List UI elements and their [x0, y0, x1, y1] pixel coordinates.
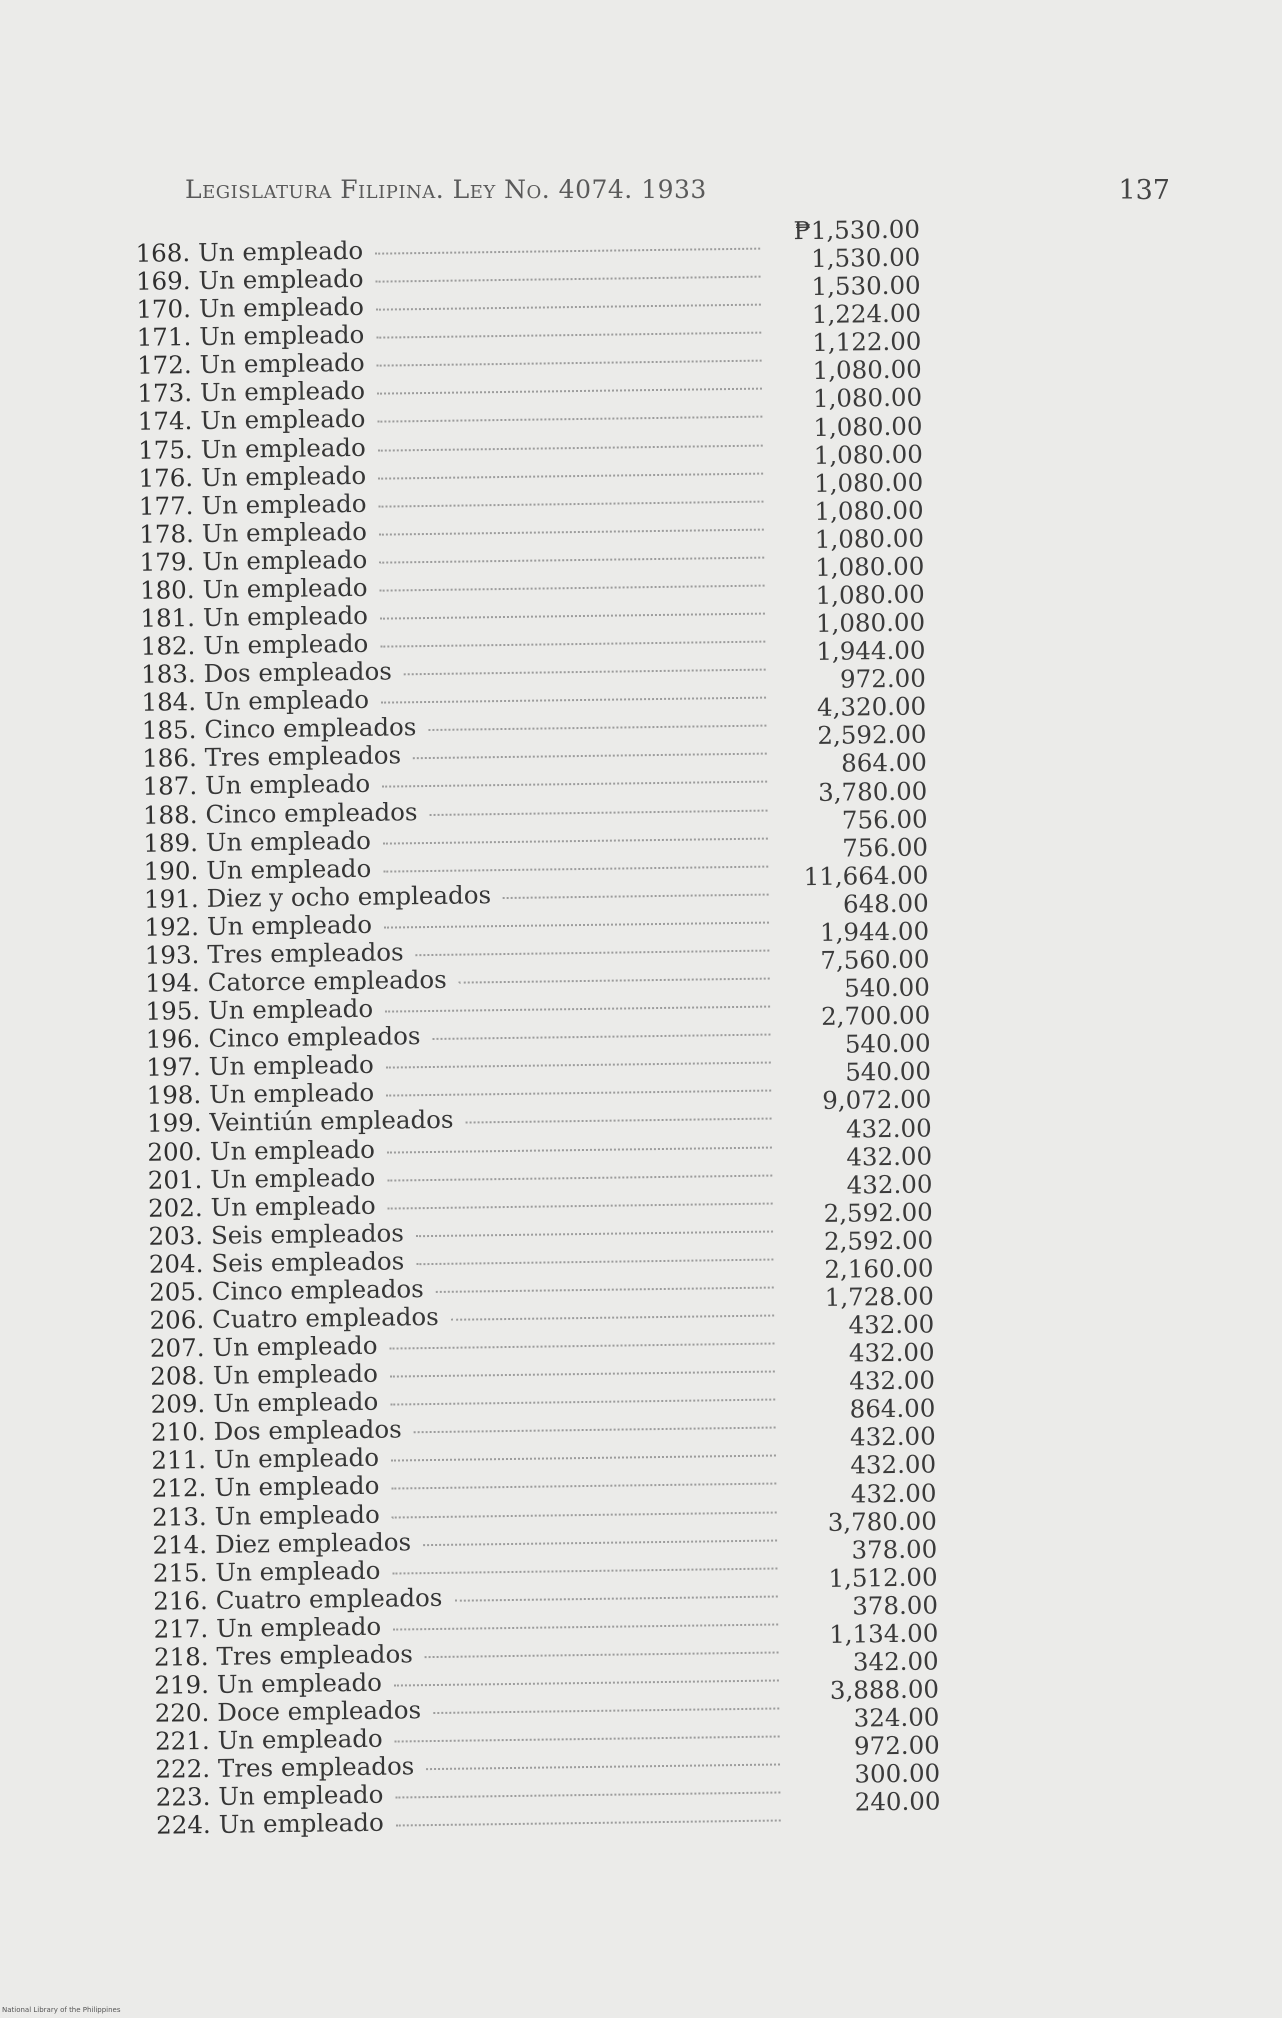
- item-amount: 2,592.00: [823, 1197, 933, 1228]
- item-number: 219.: [154, 1669, 210, 1700]
- item-description: Un empleado: [202, 600, 369, 632]
- page-number: 137: [1118, 175, 1170, 206]
- item-amount: 2,700.00: [820, 1000, 931, 1032]
- item-number: 177.: [138, 490, 194, 521]
- dot-leader: [385, 1006, 770, 1013]
- item-amount: 864.00: [840, 747, 928, 779]
- item-description: Un empleado: [212, 1330, 378, 1362]
- item-description: Cinco empleados: [205, 796, 418, 829]
- item-description: Doce empleados: [217, 1695, 422, 1727]
- item-number: 209.: [150, 1389, 206, 1419]
- item-number: 181.: [140, 603, 196, 633]
- item-number: 198.: [146, 1080, 202, 1111]
- item-description: Un empleado: [201, 516, 368, 548]
- item-description: Un empleado: [198, 263, 364, 296]
- dot-leader: [455, 1595, 778, 1601]
- item-number: 182.: [140, 631, 196, 661]
- dot-leader: [390, 1343, 775, 1350]
- dot-leader: [416, 1258, 773, 1265]
- dot-leader: [388, 1202, 773, 1209]
- item-amount: 432.00: [850, 1477, 937, 1509]
- dot-leader: [394, 1679, 779, 1686]
- item-amount: 540.00: [843, 972, 931, 1003]
- dot-leader: [433, 1708, 779, 1715]
- item-description: Un empleado: [200, 404, 366, 436]
- item-description: Veintiún empleados: [209, 1105, 454, 1138]
- dot-leader: [375, 248, 760, 255]
- dot-leader: [425, 1651, 779, 1658]
- item-description: Cinco empleados: [208, 1021, 421, 1054]
- item-number: 180.: [139, 574, 195, 605]
- dot-leader: [383, 837, 768, 844]
- item-description: Un empleado: [207, 993, 374, 1026]
- dot-leader: [413, 753, 767, 760]
- item-description: Seis empleados: [210, 1218, 405, 1250]
- item-description: Un empleado: [216, 1667, 383, 1699]
- item-description: Dos empleados: [213, 1414, 402, 1447]
- item-number: 206.: [149, 1304, 205, 1335]
- item-amount: 648.00: [842, 888, 929, 919]
- item-number: 212.: [151, 1473, 207, 1504]
- dot-leader: [376, 304, 761, 311]
- item-amount: 1,080.00: [813, 411, 923, 442]
- dot-leader: [426, 1764, 780, 1771]
- item-number: 173.: [137, 378, 193, 409]
- item-amount: 432.00: [848, 1309, 935, 1340]
- dot-leader: [428, 725, 766, 731]
- dot-leader: [379, 528, 764, 535]
- page-header: [185, 175, 1170, 215]
- dot-leader: [414, 1427, 776, 1434]
- dot-leader: [451, 1314, 774, 1320]
- dot-leader: [395, 1792, 780, 1799]
- item-description: Un empleado: [197, 235, 364, 267]
- dot-leader: [416, 1230, 773, 1237]
- item-amount: 2,592.00: [823, 1225, 934, 1256]
- item-amount: 4,320.00: [816, 691, 927, 723]
- item-number: 197.: [146, 1052, 202, 1082]
- item-amount: 1,134.00: [829, 1618, 939, 1649]
- item-description: Un empleado: [201, 488, 367, 520]
- item-number: 208.: [150, 1361, 206, 1391]
- item-number: 200.: [147, 1136, 203, 1167]
- item-number: 202.: [147, 1192, 203, 1223]
- item-number: 185.: [141, 715, 197, 746]
- item-amount: 1,944.00: [816, 635, 926, 667]
- item-number: 196.: [145, 1024, 201, 1054]
- dot-leader: [386, 1090, 771, 1097]
- dot-leader: [386, 1062, 771, 1069]
- item-description: Cuatro empleados: [215, 1582, 443, 1615]
- item-number: 188.: [142, 799, 198, 830]
- item-amount: 432.00: [849, 1365, 936, 1396]
- dot-leader: [377, 416, 762, 423]
- dot-leader: [381, 697, 766, 704]
- item-description: Un empleado: [214, 1471, 380, 1503]
- item-number: 203.: [148, 1220, 204, 1251]
- dot-leader: [430, 809, 768, 815]
- item-amount: 432.00: [848, 1337, 935, 1368]
- item-description: Un empleado: [210, 1162, 376, 1194]
- item-number: 192.: [144, 911, 200, 942]
- item-description: Catorce empleados: [207, 964, 447, 997]
- item-number: 218.: [153, 1641, 209, 1672]
- item-description: Un empleado: [200, 460, 367, 492]
- item-amount: 432.00: [846, 1141, 933, 1172]
- item-number: 184.: [141, 687, 197, 718]
- item-amount: ₱1,530.00: [793, 214, 921, 246]
- item-number: 183.: [140, 659, 196, 689]
- item-description: Un empleado: [205, 825, 372, 857]
- item-number: 201.: [147, 1164, 203, 1195]
- item-number: 187.: [142, 771, 198, 802]
- dot-leader: [396, 1820, 781, 1827]
- dot-leader: [380, 613, 765, 620]
- item-amount: 378.00: [852, 1590, 939, 1621]
- dot-leader: [377, 360, 762, 367]
- dot-leader: [390, 1371, 775, 1378]
- item-description: Un empleado: [208, 1050, 375, 1082]
- item-description: Un empleado: [209, 1134, 376, 1166]
- item-number: 207.: [149, 1333, 205, 1363]
- item-amount: 972.00: [853, 1730, 940, 1761]
- item-amount: 540.00: [845, 1056, 932, 1087]
- item-amount: 1,080.00: [815, 551, 925, 582]
- dot-leader: [415, 950, 769, 957]
- item-description: Un empleado: [199, 376, 366, 408]
- dot-leader: [459, 978, 770, 984]
- item-number: 215.: [152, 1557, 208, 1588]
- item-description: Un empleado: [209, 1078, 375, 1110]
- item-amount: 240.00: [854, 1786, 941, 1817]
- item-description: Cuatro empleados: [211, 1301, 439, 1334]
- item-number: 224.: [156, 1810, 211, 1841]
- item-description: Cinco empleados: [211, 1274, 424, 1306]
- dot-leader: [393, 1623, 778, 1630]
- item-number: 211.: [151, 1445, 207, 1476]
- item-amount: 432.00: [845, 1112, 932, 1144]
- item-description: Un empleado: [203, 685, 370, 717]
- item-amount: 378.00: [851, 1534, 938, 1565]
- item-amount: 1,530.00: [811, 242, 921, 274]
- item-number: 189.: [143, 827, 199, 858]
- item-amount: 756.00: [842, 832, 929, 863]
- item-amount: 1,080.00: [814, 495, 924, 526]
- item-number: 186.: [142, 743, 197, 774]
- item-amount: 1,080.00: [813, 467, 924, 498]
- item-number: 170.: [136, 294, 192, 324]
- dot-leader: [384, 921, 769, 928]
- item-number: 216.: [153, 1585, 209, 1616]
- item-amount: 432.00: [846, 1169, 933, 1200]
- item-amount: 342.00: [852, 1646, 939, 1677]
- item-amount: 9,072.00: [822, 1084, 932, 1116]
- item-amount: 324.00: [853, 1702, 940, 1733]
- item-number: 179.: [139, 546, 195, 577]
- item-amount: 1,080.00: [815, 579, 925, 610]
- item-amount: 300.00: [854, 1758, 941, 1789]
- dot-leader: [466, 1118, 772, 1124]
- item-description: Diez y ocho empleados: [206, 879, 492, 913]
- item-description: Seis empleados: [211, 1246, 405, 1278]
- item-amount: 972.00: [839, 663, 926, 694]
- item-description: Un empleado: [210, 1190, 376, 1222]
- item-description: Un empleado: [202, 572, 368, 604]
- dot-leader: [378, 444, 763, 451]
- item-amount: 3,780.00: [827, 1506, 938, 1537]
- dot-leader: [432, 1034, 770, 1040]
- dot-leader: [382, 781, 767, 788]
- item-description: Cinco empleados: [204, 712, 417, 745]
- item-description: Diez empleados: [214, 1526, 412, 1559]
- item-amount: 432.00: [849, 1421, 936, 1452]
- item-description: Un empleado: [206, 909, 373, 941]
- item-number: 172.: [136, 350, 192, 381]
- item-amount: 1,080.00: [815, 607, 926, 639]
- item-description: Un empleado: [204, 769, 371, 801]
- item-number: 205.: [149, 1276, 204, 1307]
- dot-leader: [376, 276, 761, 283]
- dot-leader: [378, 500, 763, 507]
- item-amount: 3,888.00: [829, 1674, 940, 1705]
- item-amount: 2,160.00: [824, 1253, 934, 1284]
- item-number: 221.: [154, 1726, 210, 1756]
- item-number: 195.: [145, 996, 201, 1026]
- item-description: Un empleado: [215, 1611, 382, 1643]
- item-description: Dos empleados: [203, 656, 392, 689]
- item-number: 194.: [144, 968, 200, 998]
- dot-leader: [423, 1539, 777, 1546]
- item-amount: 1,122.00: [812, 326, 922, 358]
- item-amount: 1,944.00: [819, 916, 930, 947]
- item-number: 178.: [139, 518, 195, 549]
- item-number: 171.: [136, 322, 192, 353]
- item-number: 193.: [144, 939, 200, 970]
- item-description: Un empleado: [212, 1358, 379, 1391]
- item-amount: 7,560.00: [820, 944, 930, 975]
- item-description: Un empleado: [218, 1808, 384, 1840]
- item-number: 175.: [137, 434, 193, 465]
- item-description: Un empleado: [214, 1499, 380, 1531]
- item-description: Tres empleados: [217, 1751, 415, 1784]
- item-number: 214.: [152, 1529, 208, 1560]
- item-amount: 1,728.00: [824, 1281, 935, 1312]
- dot-leader: [383, 865, 768, 872]
- item-description: Un empleado: [213, 1386, 379, 1419]
- dot-leader: [378, 472, 763, 479]
- item-amount: 1,512.00: [828, 1562, 938, 1593]
- item-description: Tres empleados: [207, 937, 404, 969]
- item-description: Un empleado: [203, 628, 369, 661]
- dot-leader: [404, 669, 766, 676]
- item-amount: 756.00: [841, 804, 928, 835]
- item-number: 174.: [137, 406, 193, 437]
- item-number: 204.: [148, 1248, 204, 1279]
- item-description: Un empleado: [199, 320, 365, 352]
- item-number: 223.: [155, 1782, 211, 1812]
- dot-leader: [380, 585, 765, 592]
- dot-leader: [387, 1146, 772, 1153]
- item-amount: 1,080.00: [812, 354, 922, 386]
- item-amount: 1,080.00: [812, 382, 923, 414]
- item-description: Un empleado: [215, 1555, 381, 1587]
- item-description: Un empleado: [198, 291, 365, 324]
- item-number: 213.: [151, 1501, 207, 1532]
- item-amount: 432.00: [850, 1449, 937, 1480]
- dot-leader: [387, 1174, 772, 1181]
- item-number: 199.: [146, 1108, 202, 1139]
- item-number: 168.: [135, 238, 191, 268]
- item-amount: 540.00: [844, 1028, 931, 1059]
- item-description: Un empleado: [218, 1779, 384, 1812]
- item-amount: 1,080.00: [813, 439, 924, 470]
- item-number: 190.: [143, 855, 199, 886]
- dot-leader: [392, 1511, 777, 1518]
- item-number: 169.: [135, 266, 191, 296]
- item-number: 210.: [150, 1417, 206, 1447]
- appropriation-list: [120, 214, 941, 1841]
- dot-leader: [436, 1286, 774, 1292]
- item-amount: 864.00: [849, 1393, 936, 1424]
- dot-leader: [392, 1567, 777, 1574]
- item-description: Un empleado: [217, 1723, 383, 1755]
- dot-leader: [376, 332, 761, 339]
- dot-leader: [391, 1455, 776, 1462]
- item-number: 222.: [155, 1754, 211, 1784]
- item-number: 220.: [154, 1698, 210, 1728]
- item-description: Tres empleados: [216, 1639, 414, 1671]
- item-description: Tres empleados: [204, 740, 402, 773]
- dot-leader: [503, 893, 769, 898]
- item-amount: 1,080.00: [814, 523, 925, 554]
- dot-leader: [377, 388, 762, 395]
- dot-leader: [380, 641, 765, 648]
- item-number: 176.: [138, 462, 194, 493]
- item-amount: 2,592.00: [817, 719, 927, 751]
- item-amount: 3,780.00: [817, 776, 928, 807]
- footer-note: National Library of the Philippines: [2, 2006, 121, 2014]
- item-description: Un empleado: [206, 853, 372, 885]
- dot-leader: [379, 556, 764, 563]
- item-description: Un empleado: [202, 544, 368, 576]
- item-description: Un empleado: [213, 1443, 380, 1475]
- dot-leader: [391, 1483, 776, 1490]
- page-title: Legislatura Filipina. Ley No. 4074. 1933: [185, 175, 707, 204]
- dot-leader: [395, 1736, 780, 1743]
- item-description: Un empleado: [199, 348, 365, 380]
- item-number: 217.: [153, 1613, 209, 1644]
- item-amount: 1,224.00: [811, 298, 922, 330]
- item-description: Un empleado: [200, 432, 366, 464]
- item-amount: 11,664.00: [803, 860, 929, 891]
- item-amount: 1,530.00: [811, 270, 921, 302]
- item-number: 191.: [143, 883, 199, 914]
- dot-leader: [390, 1399, 775, 1406]
